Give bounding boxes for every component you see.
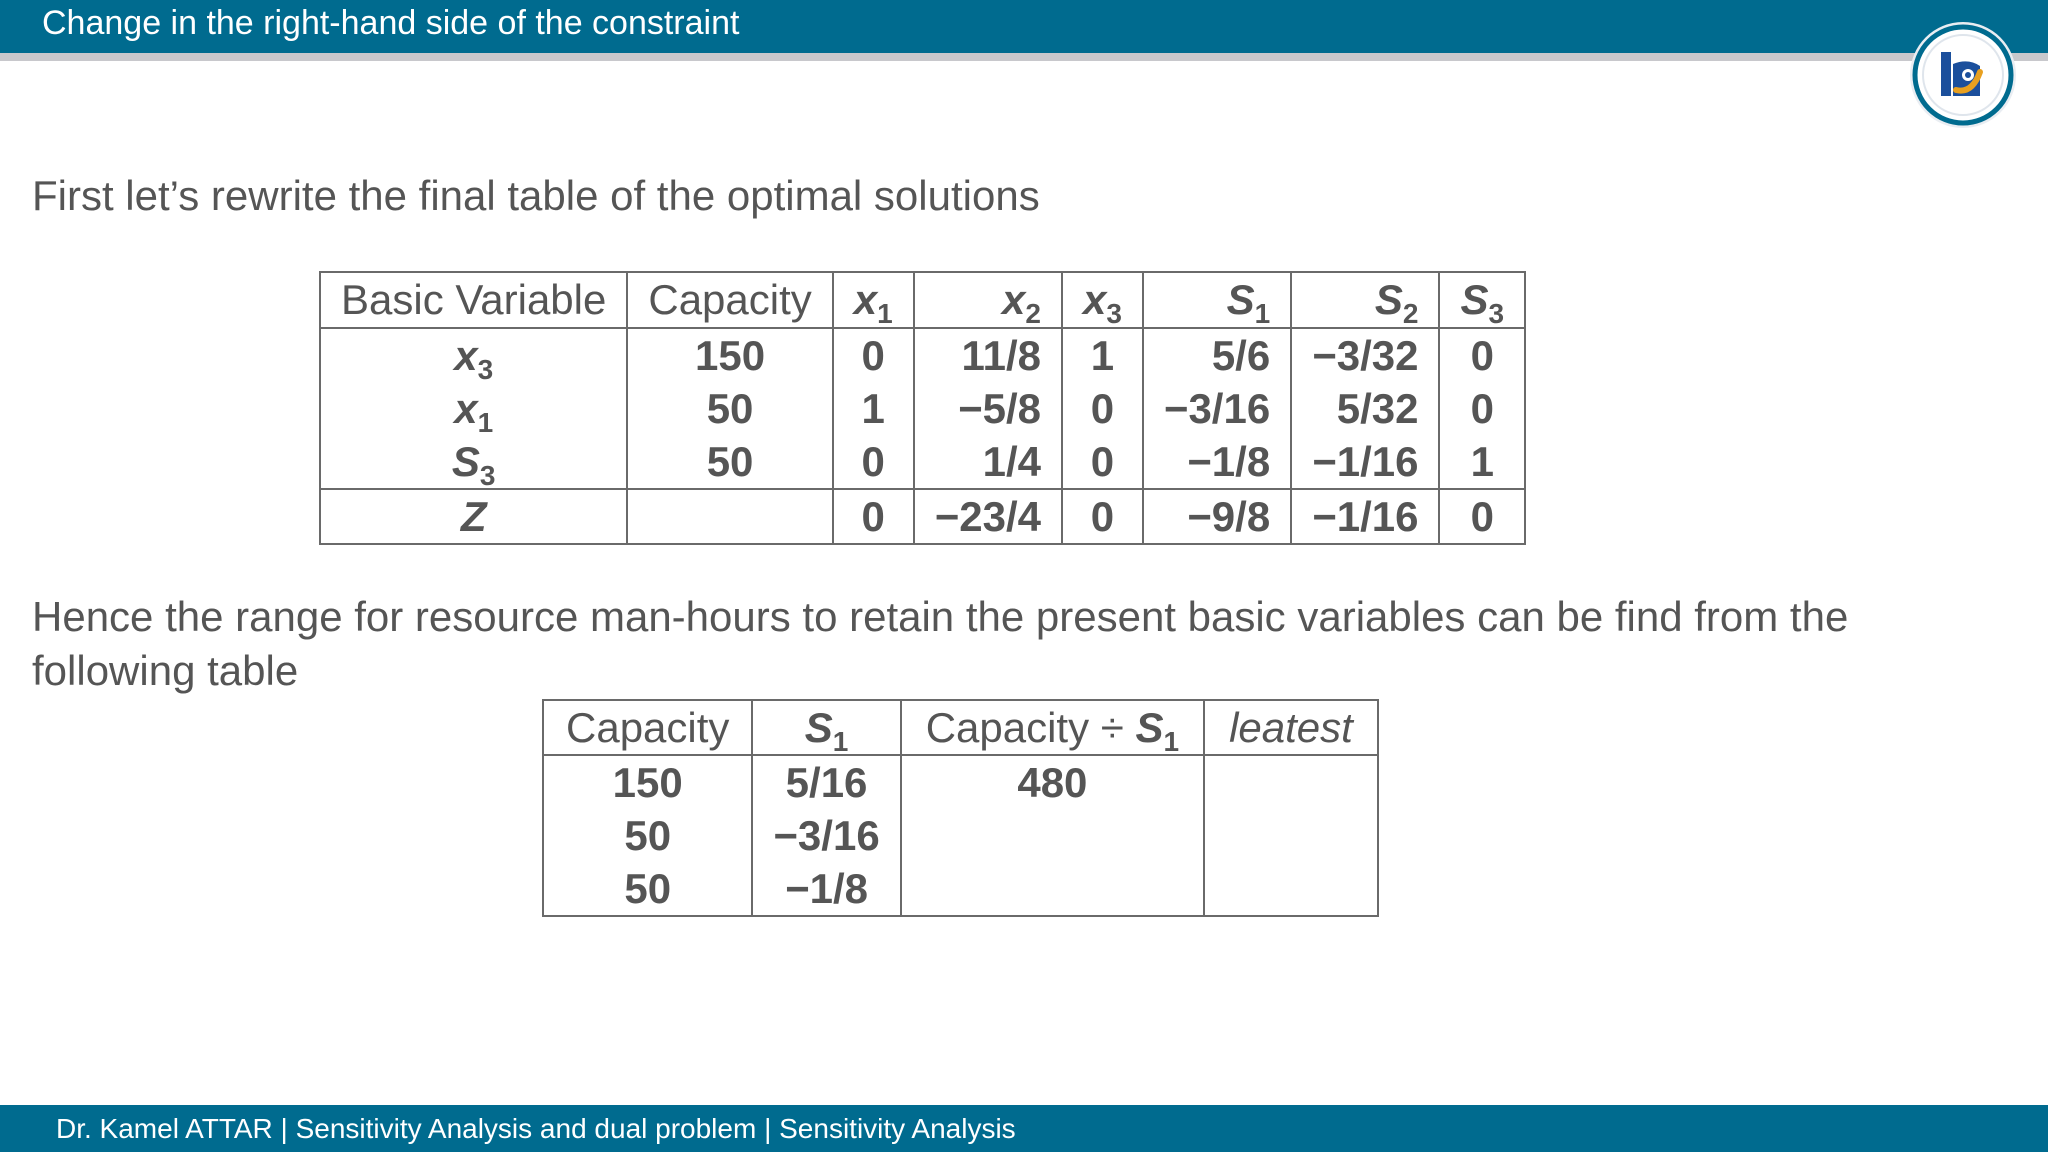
footer-text: Dr. Kamel ATTAR | Sensitivity Analysis and dual problem | Sensitivity Analysis: [56, 1113, 1016, 1144]
row-capacity: 150: [627, 328, 832, 382]
range-cell-ratio: [901, 809, 1204, 862]
cell-x1: 1: [833, 382, 914, 435]
row-basic-variable: $x_3$: [320, 328, 627, 382]
row-basic-variable: $x_1$: [320, 382, 627, 435]
cell-s1: −1/8: [1143, 435, 1291, 489]
cell-x3: 0: [1062, 435, 1143, 489]
cell-s1: −3/16: [1143, 382, 1291, 435]
cell-x3: 0: [1062, 382, 1143, 435]
cell-x1: 0: [833, 435, 914, 489]
range-cell-ratio: 480: [901, 755, 1204, 809]
z-label: Z: [320, 489, 627, 544]
header-x2: $x_2$: [914, 272, 1062, 328]
z-row: [320, 489, 1525, 544]
range-cell-s1: −1/8: [752, 862, 900, 916]
range-cell-least: [1204, 755, 1378, 809]
header-x1: $x_1$: [833, 272, 914, 328]
range-cell-ratio: [901, 862, 1204, 916]
cell-s2: −1/16: [1291, 435, 1439, 489]
range-cell-s1: −3/16: [752, 809, 900, 862]
table-row: [320, 382, 1525, 435]
table-row: [543, 755, 1378, 809]
table-row: [320, 435, 1525, 489]
header-s1: $S_1$: [1143, 272, 1291, 328]
header-x3: $x_3$: [1062, 272, 1143, 328]
header-stripe: [0, 53, 2048, 61]
header-capacity: Capacity: [627, 272, 832, 328]
z-s1: −9/8: [1143, 489, 1291, 544]
optimal-solution-table: [319, 271, 1526, 545]
table-row: [543, 809, 1378, 862]
intro-text: First let’s rewrite the final table of the optimal solutions: [32, 172, 1040, 219]
z-s3: 0: [1439, 489, 1525, 544]
table-row: [320, 328, 1525, 382]
range-header-ratio: Capacity ÷ $S_1$: [901, 700, 1204, 755]
cell-s1: 5/6: [1143, 328, 1291, 382]
cell-x2: −5/8: [914, 382, 1062, 435]
cell-s3: 1: [1439, 435, 1525, 489]
range-header-s1: $S_1$: [752, 700, 900, 755]
table-row: [543, 862, 1378, 916]
cell-s3: 0: [1439, 382, 1525, 435]
z-s2: −1/16: [1291, 489, 1439, 544]
cell-s2: −3/32: [1291, 328, 1439, 382]
cell-x2: 1/4: [914, 435, 1062, 489]
cell-x3: 1: [1062, 328, 1143, 382]
z-x3: 0: [1062, 489, 1143, 544]
cell-x1: 0: [833, 328, 914, 382]
table-header-row: [320, 272, 1525, 328]
header-s3: $S_3$: [1439, 272, 1525, 328]
range-cell-least: [1204, 862, 1378, 916]
slide-title: Change in the right-hand side of the constraint: [42, 4, 740, 42]
z-x1: 0: [833, 489, 914, 544]
cell-x2: 11/8: [914, 328, 1062, 382]
range-table: [542, 699, 1379, 917]
z-x2: −23/4: [914, 489, 1062, 544]
header-basic-variable: Basic Variable: [320, 272, 627, 328]
range-header-row: [543, 700, 1378, 755]
cell-s3: 0: [1439, 328, 1525, 382]
row-capacity: 50: [627, 382, 832, 435]
range-cell-capacity: 50: [543, 809, 752, 862]
header-s2: $S_2$: [1291, 272, 1439, 328]
range-cell-capacity: 50: [543, 862, 752, 916]
row-basic-variable: $S_3$: [320, 435, 627, 489]
range-cell-capacity: 150: [543, 755, 752, 809]
university-logo-icon: [1908, 20, 2018, 130]
explanation-text: Hence the range for resource man-hours to retain the present basic variables can be find from the following table: [32, 593, 1849, 694]
cell-s2: 5/32: [1291, 382, 1439, 435]
range-header-capacity: Capacity: [543, 700, 752, 755]
range-cell-least: [1204, 809, 1378, 862]
range-header-least: leatest: [1204, 700, 1378, 755]
z-capacity: [627, 489, 832, 544]
range-cell-s1: 5/16: [752, 755, 900, 809]
row-capacity: 50: [627, 435, 832, 489]
